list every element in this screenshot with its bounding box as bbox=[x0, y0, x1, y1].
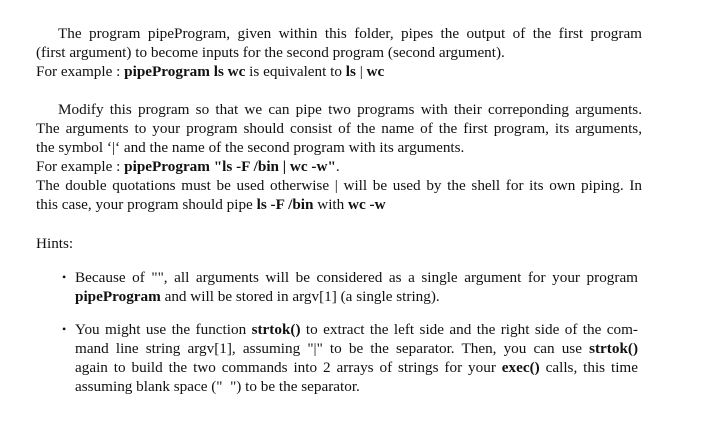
example-ls: ls bbox=[345, 63, 356, 80]
task-line-6-prefix: this case, your program should pipe bbox=[36, 196, 257, 213]
hint-2-strtok-1: strtok() bbox=[251, 321, 301, 338]
hint-1-rest: and will be stored in argv[1] (a single string). bbox=[160, 288, 440, 305]
task-line-3: the symbol ‘|‘ and the name of the second program with its arguments. bbox=[36, 139, 465, 156]
task-cmd1: ls -F /bin bbox=[256, 196, 314, 213]
hint-bullet-2 bbox=[62, 320, 638, 396]
task-example-command: pipeProgram "ls -F /bin | wc -w" bbox=[124, 158, 336, 175]
hint-1-line-2 bbox=[75, 287, 638, 306]
intro-example-line bbox=[36, 62, 642, 81]
task-paragraph bbox=[36, 100, 642, 214]
hint-bullet-1 bbox=[62, 268, 638, 306]
hints-heading: Hints: bbox=[36, 235, 74, 252]
task-cmd2: wc -w bbox=[348, 196, 386, 213]
hint-1-line-1: Because of "", all arguments will be considered as a single argument for your program bbox=[75, 269, 638, 286]
example-prefix: For example : bbox=[36, 63, 125, 80]
task-line-2: The arguments to your program should consist of the name of the first program, its arguments, bbox=[36, 120, 642, 137]
intro-paragraph bbox=[36, 24, 642, 81]
hint-2-l1-prefix: You might use the function bbox=[75, 321, 252, 338]
hint-2-exec: exec() bbox=[501, 359, 540, 376]
example-wc: wc bbox=[366, 63, 385, 80]
hint-1-command: pipeProgram bbox=[75, 288, 161, 305]
example-pipe: | bbox=[355, 63, 367, 80]
task-line-5: The double quotations must be used otherwise | will be used by the shell for its own piping. In bbox=[36, 177, 642, 194]
example-middle: is equivalent to bbox=[245, 63, 346, 80]
hint-2-line-2 bbox=[75, 339, 638, 358]
task-line-6 bbox=[36, 195, 642, 214]
hint-2-line-3 bbox=[75, 358, 638, 377]
task-line-1: Modify this program so that we can pipe two programs with their correponding arguments. bbox=[58, 101, 642, 118]
intro-line-1: The program pipeProgram, given within this folder, pipes the output of the first program bbox=[58, 25, 642, 42]
hint-2-l1-rest: to extract the left side and the right side of the com- bbox=[300, 321, 638, 338]
hint-2-l2-prefix: mand line string argv[1], assuming "|" to be the separator. Then, you can use bbox=[75, 340, 590, 357]
intro-line-2: (first argument) to become inputs for the second program (second argument). bbox=[36, 44, 505, 61]
hint-2-line-1 bbox=[75, 320, 638, 339]
hint-2-strtok-2: strtok() bbox=[589, 340, 638, 357]
hint-2-l3-rest: calls, this time bbox=[539, 359, 638, 376]
example-command: pipeProgram ls wc bbox=[124, 63, 246, 80]
task-line-6-mid: with bbox=[313, 196, 349, 213]
bullet-icon: • bbox=[62, 270, 67, 284]
bullet-icon: • bbox=[62, 322, 67, 336]
hint-2-line-4: assuming blank space (" ") to be the separator. bbox=[75, 378, 360, 395]
hint-2-l3-prefix: again to build the two commands into 2 arrays of strings for your bbox=[75, 359, 502, 376]
task-example-suffix: . bbox=[335, 158, 340, 175]
task-example-prefix: For example : bbox=[36, 158, 125, 175]
task-example-line bbox=[36, 157, 642, 176]
